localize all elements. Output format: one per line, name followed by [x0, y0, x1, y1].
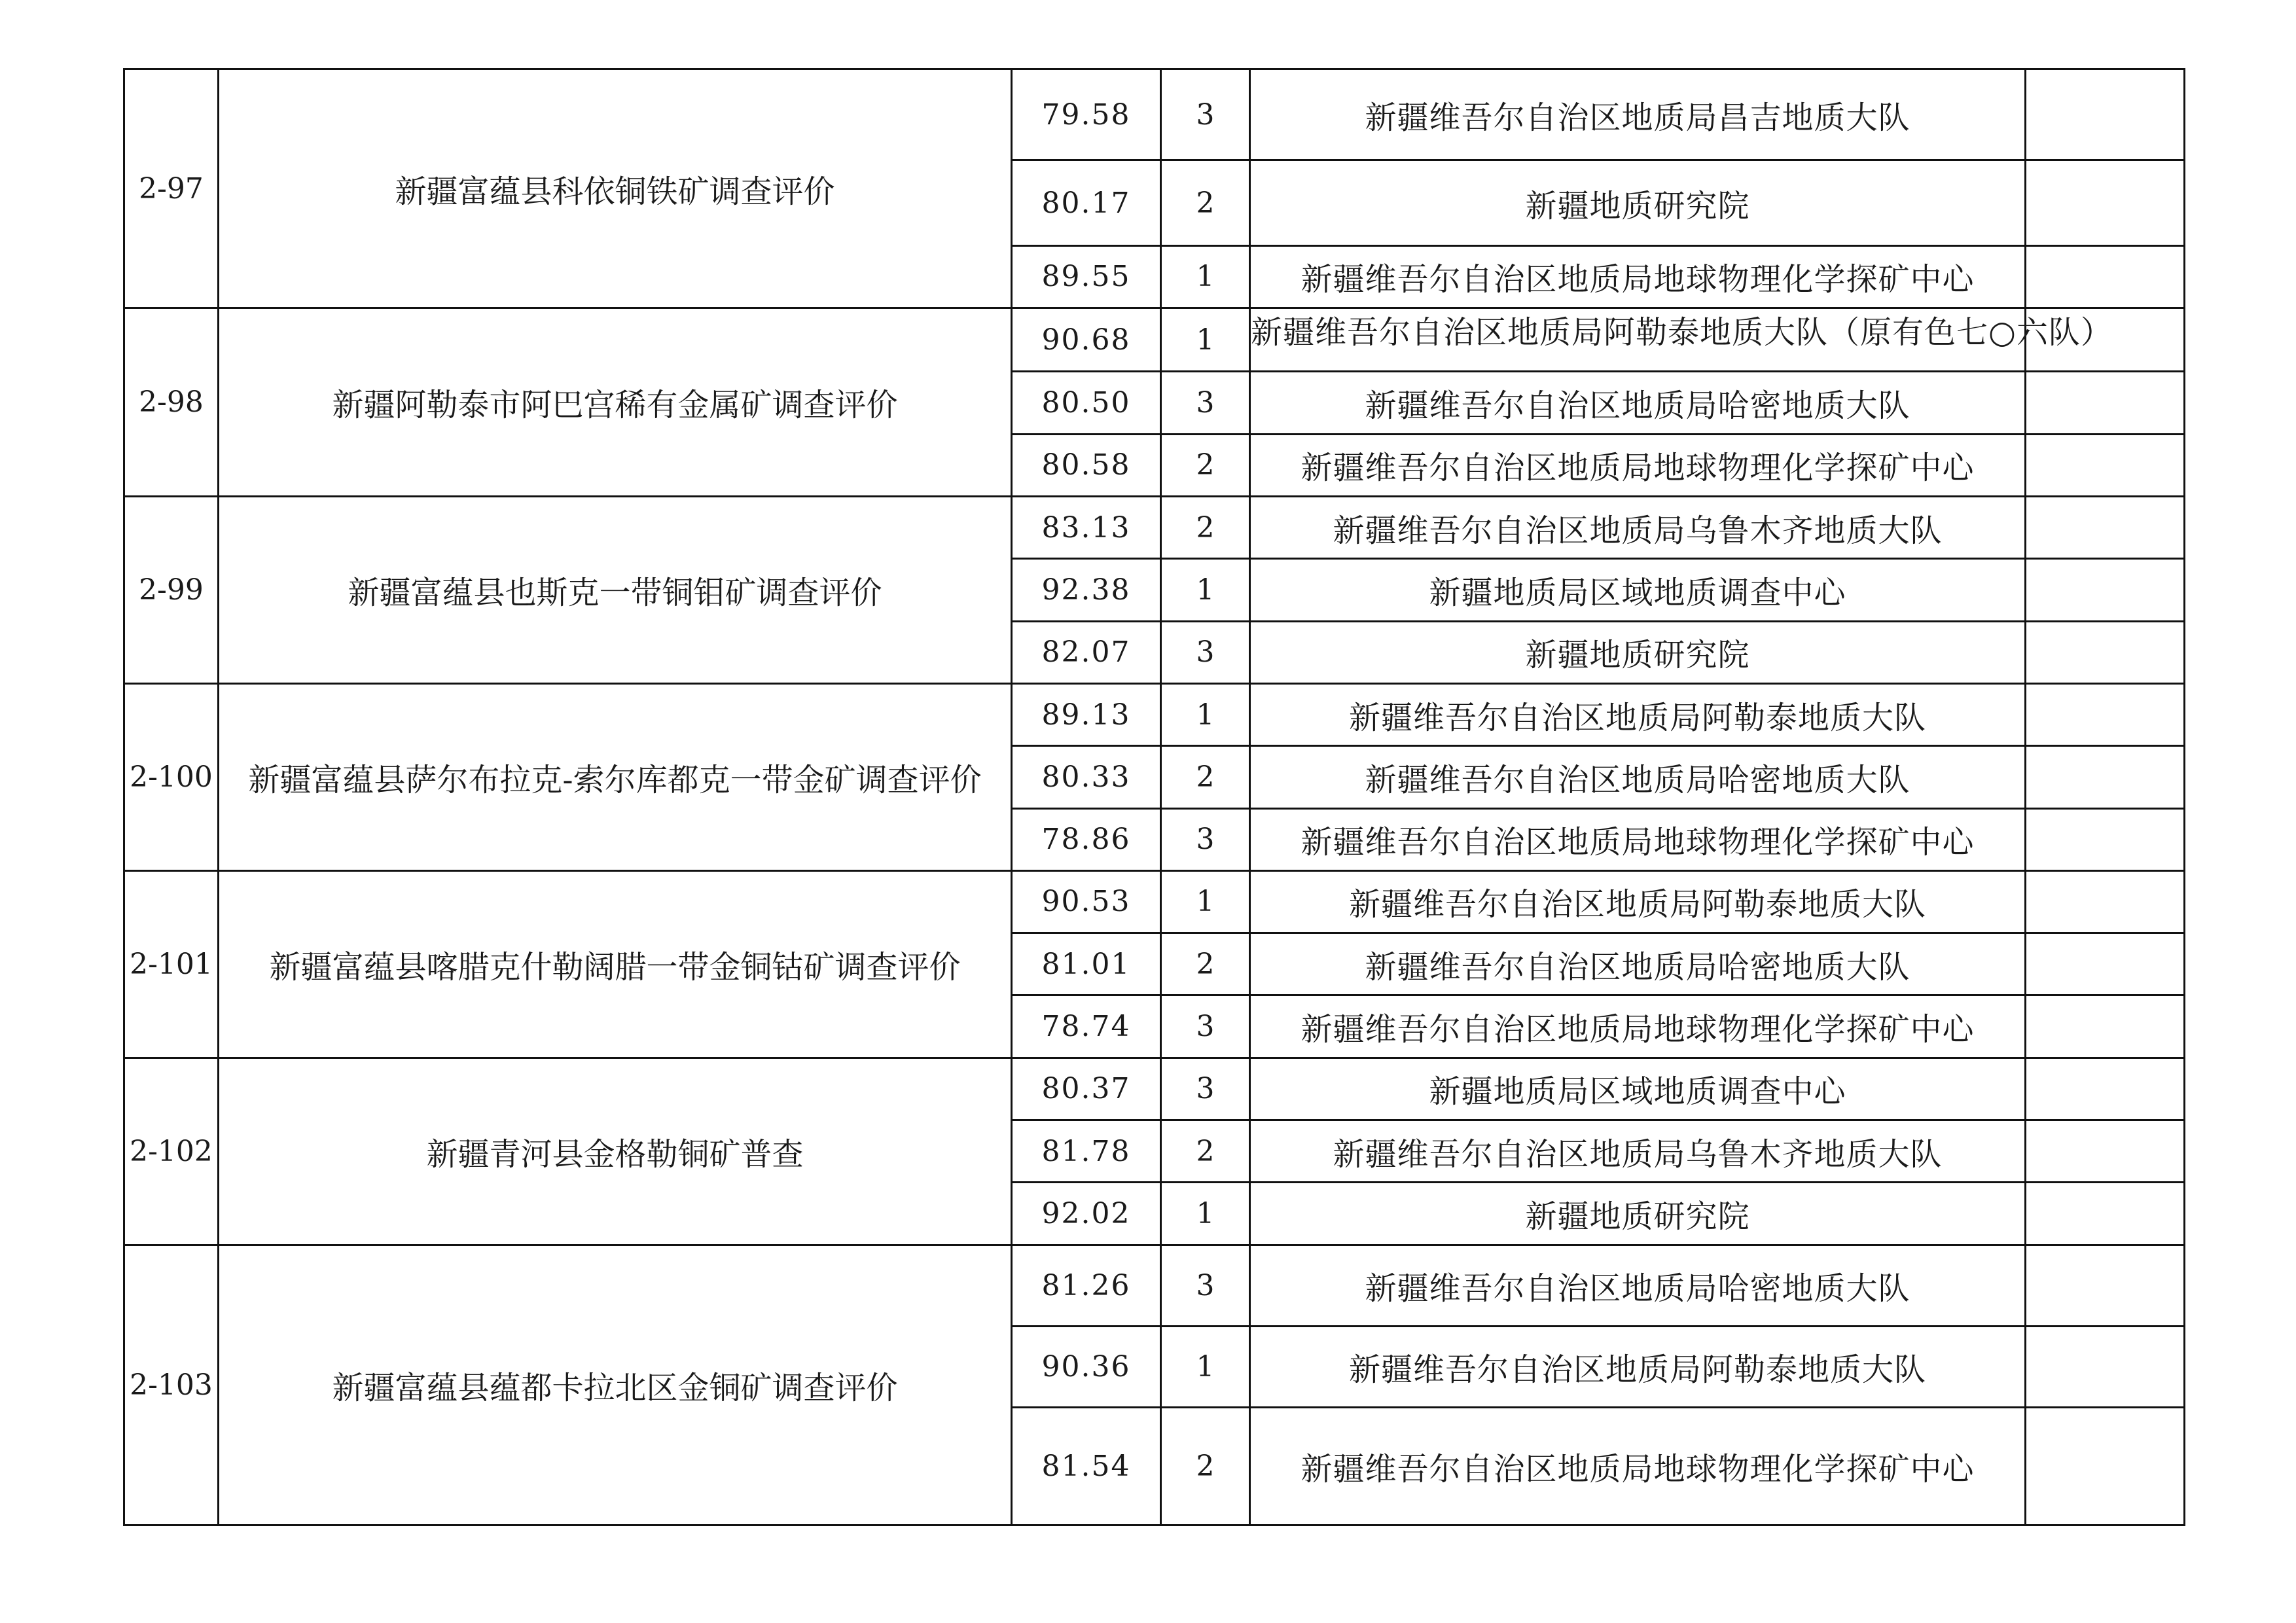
unit-cell: [1250, 308, 2113, 372]
score-cell: 90.36: [1012, 1326, 1161, 1407]
project-name: 新疆富蕴县也斯克一带铜钼矿调查评价: [219, 497, 1012, 684]
project-name: 新疆青河县金格勒铜矿普查: [219, 1058, 1012, 1245]
rank-cell: 2: [1161, 1120, 1250, 1183]
remark-cell: [2026, 160, 2185, 245]
project-code: 2-100: [124, 683, 219, 870]
score-cell: 79.58: [1012, 69, 1161, 160]
unit-cell: 新疆地质研究院: [1250, 621, 2026, 683]
rank-cell: 3: [1161, 372, 1250, 434]
unit-cell: 新疆地质局区域地质调查中心: [1250, 559, 2026, 621]
rank-cell: 3: [1161, 1245, 1250, 1326]
unit-cell: 新疆维吾尔自治区地质局地球物理化学探矿中心: [1250, 1408, 2026, 1525]
project-code: 2-97: [124, 69, 219, 308]
score-cell: 90.68: [1012, 308, 1161, 372]
table-row: [124, 69, 2185, 160]
unit-cell: 新疆维吾尔自治区地质局阿勒泰地质大队: [1250, 1326, 2026, 1407]
unit-cell: 新疆维吾尔自治区地质局地球物理化学探矿中心: [1250, 245, 2026, 308]
remark-cell: [2026, 69, 2185, 160]
score-cell: 89.55: [1012, 245, 1161, 308]
remark-cell: [2026, 1120, 2185, 1183]
remark-cell: [2026, 933, 2185, 995]
score-cell: 92.38: [1012, 559, 1161, 621]
unit-cell: 新疆维吾尔自治区地质局地球物理化学探矿中心: [1250, 434, 2026, 496]
evaluation-table: [123, 68, 2185, 1526]
table-row: [124, 497, 2185, 559]
project-code: 2-103: [124, 1245, 219, 1525]
remark-cell: [2026, 1326, 2185, 1407]
rank-cell: 1: [1161, 683, 1250, 745]
unit-cell: 新疆维吾尔自治区地质局昌吉地质大队: [1250, 69, 2026, 160]
score-cell: 83.13: [1012, 497, 1161, 559]
unit-cell: 新疆维吾尔自治区地质局地球物理化学探矿中心: [1250, 995, 2026, 1058]
project-code: 2-101: [124, 870, 219, 1058]
unit-cell-text: 新疆维吾尔自治区地质局阿勒泰地质大队（原有色七○六队）: [1251, 314, 2113, 351]
unit-cell: 新疆维吾尔自治区地质局哈密地质大队: [1250, 372, 2026, 434]
remark-cell: [2026, 683, 2185, 745]
project-name: 新疆富蕴县喀腊克什勒阔腊一带金铜钴矿调查评价: [219, 870, 1012, 1058]
table-row: [124, 308, 2185, 372]
unit-cell: 新疆地质研究院: [1250, 160, 2026, 245]
score-cell: 80.58: [1012, 434, 1161, 496]
unit-cell: 新疆维吾尔自治区地质局乌鲁木齐地质大队: [1250, 1120, 2026, 1183]
rank-cell: 2: [1161, 160, 1250, 245]
remark-cell: [2026, 808, 2185, 870]
project-code: 2-98: [124, 308, 219, 497]
rank-cell: 3: [1161, 621, 1250, 683]
remark-cell: [2026, 995, 2185, 1058]
rank-cell: 2: [1161, 933, 1250, 995]
rank-cell: 1: [1161, 1326, 1250, 1407]
score-cell: 81.54: [1012, 1408, 1161, 1525]
unit-cell: 新疆维吾尔自治区地质局哈密地质大队: [1250, 933, 2026, 995]
remark-cell: [2026, 1408, 2185, 1525]
table-row: [124, 1245, 2185, 1326]
unit-cell: 新疆维吾尔自治区地质局地球物理化学探矿中心: [1250, 808, 2026, 870]
score-cell: 80.50: [1012, 372, 1161, 434]
unit-cell: 新疆地质研究院: [1250, 1183, 2026, 1245]
project-name: 新疆富蕴县萨尔布拉克-索尔库都克一带金矿调查评价: [219, 683, 1012, 870]
project-code: 2-102: [124, 1058, 219, 1245]
score-cell: 80.33: [1012, 746, 1161, 808]
remark-cell: [2026, 434, 2185, 496]
rank-cell: 1: [1161, 1183, 1250, 1245]
unit-cell: 新疆维吾尔自治区地质局哈密地质大队: [1250, 1245, 2026, 1326]
remark-cell: [2026, 1245, 2185, 1326]
project-name: 新疆富蕴县科依铜铁矿调查评价: [219, 69, 1012, 308]
score-cell: 81.78: [1012, 1120, 1161, 1183]
rank-cell: 2: [1161, 497, 1250, 559]
unit-cell: 新疆维吾尔自治区地质局乌鲁木齐地质大队: [1250, 497, 2026, 559]
score-cell: 89.13: [1012, 683, 1161, 745]
score-cell: 80.37: [1012, 1058, 1161, 1120]
score-cell: 81.26: [1012, 1245, 1161, 1326]
rank-cell: 2: [1161, 746, 1250, 808]
rank-cell: 2: [1161, 434, 1250, 496]
remark-cell: [2026, 621, 2185, 683]
unit-cell: 新疆地质局区域地质调查中心: [1250, 1058, 2026, 1120]
remark-cell: [2026, 372, 2185, 434]
remark-cell: [2026, 870, 2185, 933]
rank-cell: 1: [1161, 245, 1250, 308]
rank-cell: 3: [1161, 1058, 1250, 1120]
score-cell: 82.07: [1012, 621, 1161, 683]
unit-cell: 新疆维吾尔自治区地质局阿勒泰地质大队: [1250, 683, 2026, 745]
score-cell: 81.01: [1012, 933, 1161, 995]
rank-cell: 3: [1161, 995, 1250, 1058]
remark-cell: [2026, 746, 2185, 808]
score-cell: 78.74: [1012, 995, 1161, 1058]
score-cell: 90.53: [1012, 870, 1161, 933]
rank-cell: 3: [1161, 808, 1250, 870]
table-row: [124, 1058, 2185, 1120]
project-name: 新疆富蕴县蕴都卡拉北区金铜矿调查评价: [219, 1245, 1012, 1525]
rank-cell: 1: [1161, 308, 1250, 372]
table-row: [124, 683, 2185, 745]
unit-cell: 新疆维吾尔自治区地质局哈密地质大队: [1250, 746, 2026, 808]
rank-cell: 2: [1161, 1408, 1250, 1525]
remark-cell: [2026, 559, 2185, 621]
rank-cell: 1: [1161, 870, 1250, 933]
remark-cell: [2026, 497, 2185, 559]
rank-cell: 1: [1161, 559, 1250, 621]
table-row: [124, 870, 2185, 933]
remark-cell: [2026, 1058, 2185, 1120]
score-cell: 78.86: [1012, 808, 1161, 870]
score-cell: 80.17: [1012, 160, 1161, 245]
score-cell: 92.02: [1012, 1183, 1161, 1245]
rank-cell: 3: [1161, 69, 1250, 160]
remark-cell: [2026, 1183, 2185, 1245]
project-name: 新疆阿勒泰市阿巴宫稀有金属矿调查评价: [219, 308, 1012, 497]
project-code: 2-99: [124, 497, 219, 684]
unit-cell: 新疆维吾尔自治区地质局阿勒泰地质大队: [1250, 870, 2026, 933]
remark-cell: [2026, 245, 2185, 308]
